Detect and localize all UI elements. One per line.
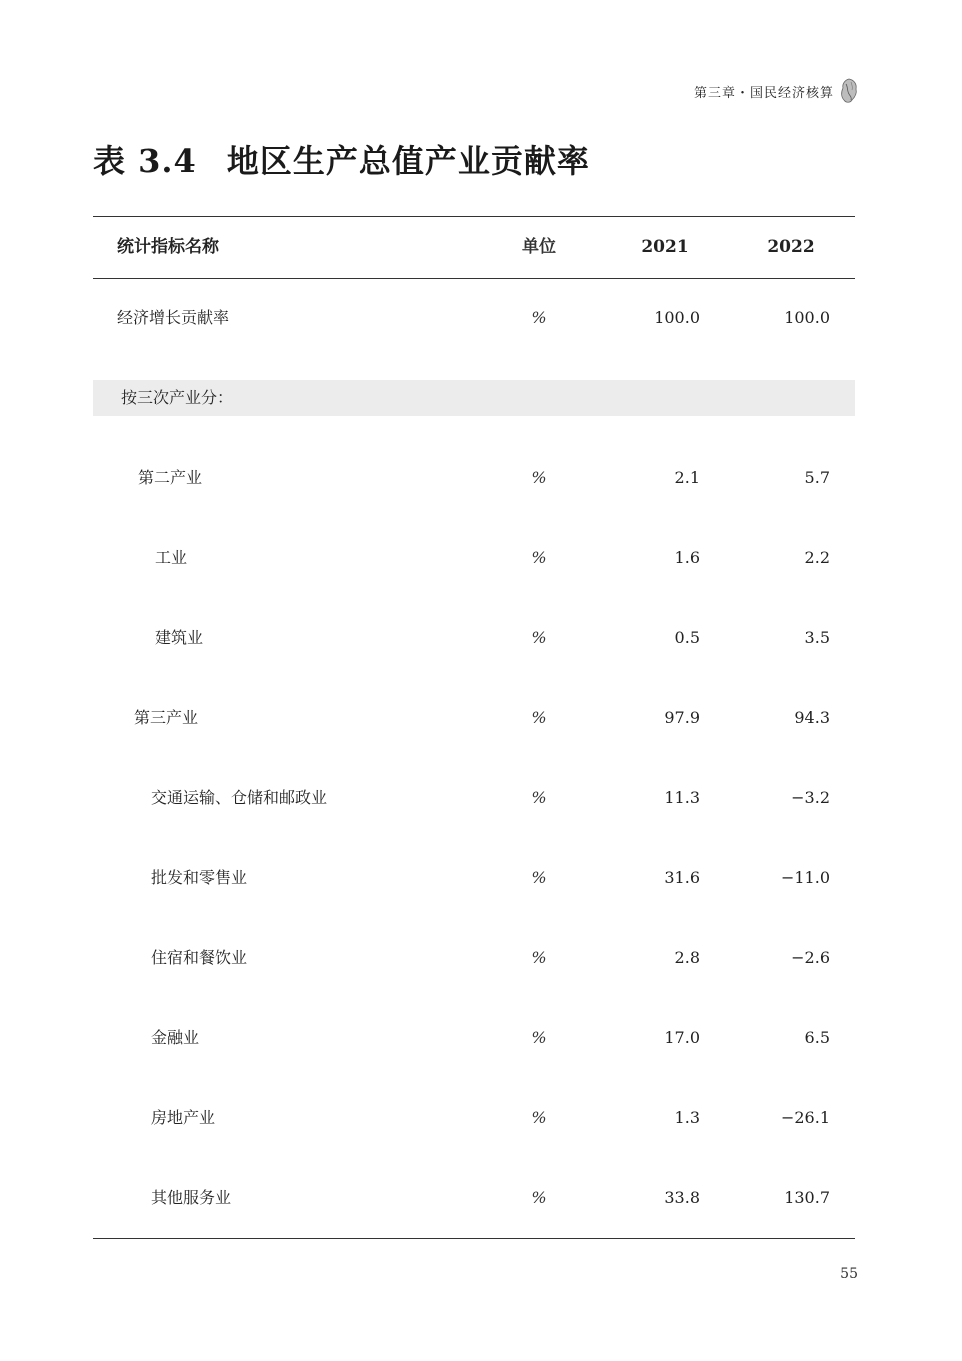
row-value-2022: −3.2 [791, 788, 830, 807]
row-name: 交通运输、仓储和邮政业 [151, 788, 328, 807]
row-unit: % [531, 788, 547, 807]
row-value-2021: 11.3 [664, 788, 700, 807]
row-value-2021: 0.5 [674, 628, 700, 647]
row-name: 第三产业 [134, 708, 199, 727]
row-value-2021: 33.8 [664, 1188, 700, 1207]
row-value-2022: 2.2 [804, 548, 830, 567]
table-header-rule [93, 278, 855, 279]
row-name: 金融业 [151, 1028, 200, 1047]
column-header-unit: 单位 [522, 237, 556, 257]
row-name: 经济增长贡献率 [117, 308, 230, 327]
row-value-2021: 2.8 [674, 948, 700, 967]
row-value-2021: 97.9 [664, 708, 700, 727]
table-row [93, 1100, 855, 1136]
row-value-2022: 6.5 [804, 1028, 830, 1047]
table-row [93, 460, 855, 496]
row-name: 建筑业 [155, 628, 204, 647]
row-value-2021: 17.0 [664, 1028, 700, 1047]
table-bottom-rule [93, 1238, 855, 1239]
row-name: 其他服务业 [151, 1188, 232, 1207]
column-header-2021: 2021 [641, 237, 689, 257]
table-row [93, 700, 855, 736]
row-value-2021: 100.0 [654, 308, 700, 327]
row-unit: % [531, 948, 547, 967]
table-row [93, 300, 855, 336]
row-value-2021: 2.1 [674, 468, 700, 487]
row-unit: % [531, 468, 547, 487]
row-unit: % [531, 1188, 547, 1207]
row-name: 第二产业 [138, 468, 203, 487]
row-value-2021: 1.6 [674, 548, 700, 567]
row-unit: % [531, 708, 547, 727]
section-row [93, 380, 855, 416]
row-value-2022: 100.0 [784, 308, 830, 327]
row-name: 批发和零售业 [151, 868, 248, 887]
table-row [93, 1180, 855, 1216]
row-unit: % [531, 628, 547, 647]
table-row [93, 540, 855, 576]
row-value-2021: 31.6 [664, 868, 700, 887]
row-unit: % [531, 308, 547, 327]
row-unit: % [531, 548, 547, 567]
column-header-name: 统计指标名称 [117, 237, 219, 257]
row-value-2021: 1.3 [674, 1108, 700, 1127]
row-name: 住宿和餐饮业 [151, 948, 248, 967]
row-name: 房地产业 [151, 1108, 216, 1127]
row-unit: % [531, 1108, 547, 1127]
section-label: 按三次产业分： [121, 388, 234, 407]
row-value-2022: −26.1 [780, 1108, 830, 1127]
column-header-2022: 2022 [767, 237, 815, 257]
row-value-2022: −11.0 [780, 868, 830, 887]
row-value-2022: 94.3 [794, 708, 830, 727]
row-unit: % [531, 868, 547, 887]
row-value-2022: 5.7 [804, 468, 830, 487]
chapter-header-text: 第三章・国民经济核算 [693, 85, 834, 101]
table-top-rule [93, 216, 855, 217]
table-row [93, 620, 855, 656]
table-number: 表 3.4 [93, 142, 197, 180]
row-unit: % [531, 1028, 547, 1047]
row-value-2022: −2.6 [791, 948, 830, 967]
row-name: 工业 [155, 548, 188, 567]
table-row [93, 1020, 855, 1056]
page-title [93, 136, 590, 182]
row-value-2022: 130.7 [784, 1188, 830, 1207]
chapter-header [694, 78, 858, 104]
table-row [93, 780, 855, 816]
chapter-ornament-icon [840, 78, 858, 104]
table-header-row [93, 229, 855, 265]
page-number: 55 [840, 1266, 858, 1282]
table-row [93, 940, 855, 976]
table-row [93, 860, 855, 896]
row-value-2022: 3.5 [804, 628, 830, 647]
table-title: 地区生产总值产业贡献率 [226, 142, 590, 180]
